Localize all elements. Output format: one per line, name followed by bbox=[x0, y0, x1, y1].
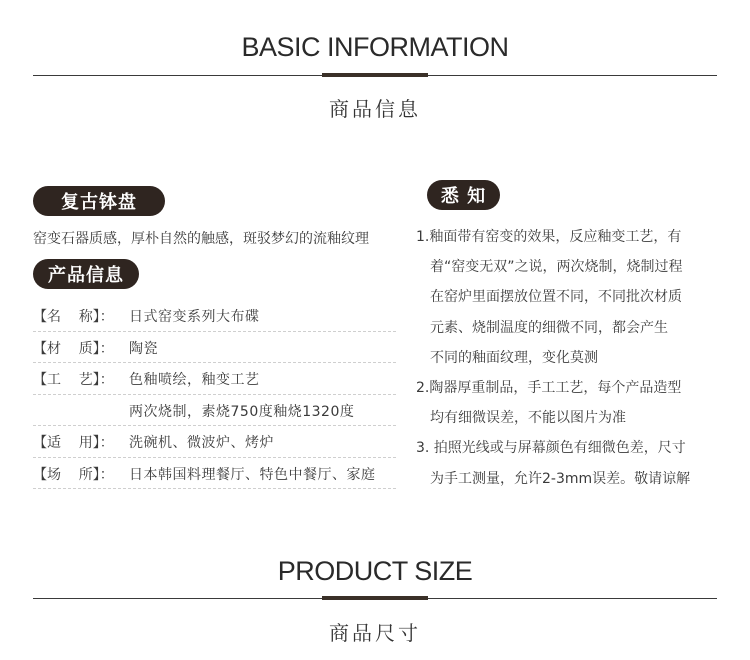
basic-information-title: BASIC INFORMATION bbox=[241, 32, 509, 62]
info-row-venue bbox=[33, 458, 396, 490]
notice-line: 不同的釉面纹理，变化莫测 bbox=[430, 349, 598, 366]
notice-line: 元素、烧制温度的细微不同，都会产生 bbox=[430, 319, 668, 336]
info-value: 日式窑变系列大布碟 bbox=[129, 309, 260, 325]
section-accent-bar bbox=[322, 596, 428, 600]
info-row-craft-detail bbox=[33, 395, 396, 427]
info-value: 洗碗机、微波炉、烤炉 bbox=[129, 435, 274, 451]
product-size-subtitle: 商品尺寸 bbox=[329, 621, 421, 645]
info-label: 【材 质】： bbox=[33, 340, 114, 357]
notice-line: 均有细微误差，不能以图片为准 bbox=[430, 410, 626, 427]
info-value: 日本韩国料理餐厅、特色中餐厅、家庭 bbox=[129, 466, 376, 483]
notice-line: 在窑炉里面摆放位置不同，不同批次材质 bbox=[430, 289, 682, 306]
info-value: 两次烧制，素烧750度釉烧1320度 bbox=[129, 403, 355, 420]
notice-line: 为手工测量，允许2-3mm误差。敬请谅解 bbox=[430, 470, 691, 487]
info-value: 色釉喷绘，釉变工艺 bbox=[129, 372, 260, 388]
section-accent-bar bbox=[322, 73, 428, 77]
info-label: 【适 用】： bbox=[33, 435, 114, 451]
notice-line: 2.陶器厚重制品，手工工艺，每个产品造型 bbox=[416, 379, 682, 396]
notice-pill: 悉 知 bbox=[427, 180, 500, 210]
basic-information-subtitle: 商品信息 bbox=[329, 97, 421, 121]
product-info-table bbox=[33, 300, 396, 489]
notice-list bbox=[416, 222, 721, 494]
info-row-material bbox=[33, 332, 396, 364]
info-label: 【名 称】： bbox=[33, 309, 114, 325]
info-row-craft bbox=[33, 363, 396, 395]
info-value: 陶瓷 bbox=[129, 340, 158, 357]
info-row-usage bbox=[33, 426, 396, 458]
info-label: 【场 所】： bbox=[33, 466, 114, 483]
product-description: 窑变石器质感，厚朴自然的触感，斑驳梦幻的流釉纹理 bbox=[33, 231, 369, 247]
product-tag-pill: 复古钵盘 bbox=[33, 186, 165, 216]
notice-line: 1.釉面带有窑变的效果，反应釉变工艺，有 bbox=[416, 229, 682, 245]
product-size-title: PRODUCT SIZE bbox=[277, 556, 473, 586]
notice-line: 着“窑变无双”之说，两次烧制，烧制过程 bbox=[430, 259, 683, 276]
product-info-pill: 产品信息 bbox=[33, 259, 139, 289]
notice-line: 3. 拍照光线或与屏幕颜色有细微色差，尺寸 bbox=[416, 440, 686, 457]
info-row-name bbox=[33, 300, 396, 332]
info-label: 【工 艺】： bbox=[33, 372, 114, 388]
